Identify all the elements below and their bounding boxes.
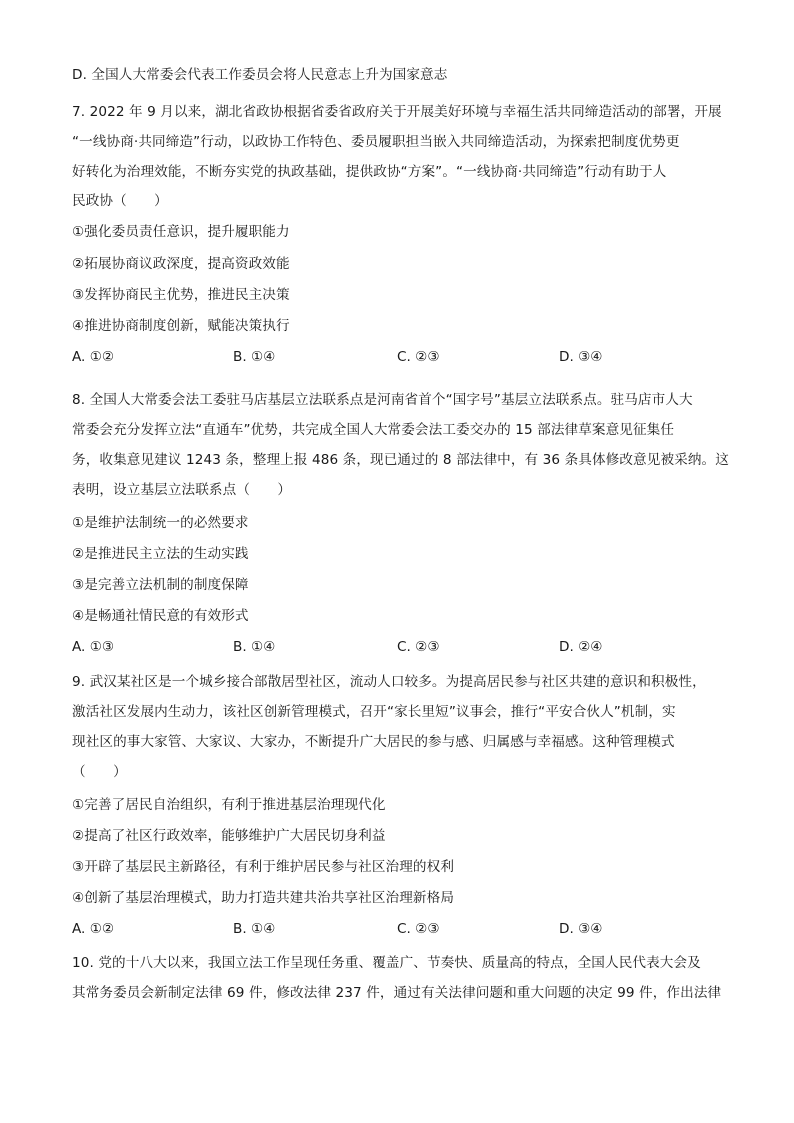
q9-statement-2: ②提高了社区行政效率，能够维护广大居民切身利益 — [72, 828, 386, 844]
q9-stem-line-3: 现社区的事大家管、大家议、大家办，不断提升广大居民的参与感、归属感与幸福感。这种管理模式 — [72, 734, 675, 750]
q9-statement-4: ④创新了基层治理模式，助力打造共建共治共享社区治理新格局 — [72, 890, 455, 906]
q8-statement-3: ③是完善立法机制的制度保障 — [72, 577, 249, 593]
q7-stem-line-3: 好转化为治理效能，不断夯实党的执政基础，提供政协“方案”。“一线协商·共同缔造”行动有助于人 — [72, 164, 667, 180]
q8-option-d: D. ②④ — [559, 639, 603, 655]
q9-statement-1: ①完善了居民自治组织，有利于推进基层治理现代化 — [72, 797, 386, 813]
q8-option-a: A. ①③ — [72, 639, 115, 655]
q8-option-c: C. ②③ — [397, 639, 440, 655]
q8-options — [72, 638, 732, 656]
q7-options — [72, 348, 732, 366]
q8-option-b: B. ①④ — [233, 639, 276, 655]
q9-option-a: A. ①② — [72, 921, 115, 937]
q8-statement-2: ②是推进民主立法的生动实践 — [72, 546, 249, 562]
q8-stem-line-3: 务，收集意见建议 1243 条，整理上报 486 条，现已通过的 8 部法律中，有 36 条具体修改意见被采纳。这 — [72, 452, 729, 468]
q7-option-d: D. ③④ — [559, 349, 603, 365]
q10-stem-line-2: 其常务委员会新制定法律 69 件，修改法律 237 件，通过有关法律问题和重大问题的决定 99 件，作出法律 — [72, 985, 722, 1001]
q8-stem-line-4: 表明，设立基层立法联系点（ ） — [72, 482, 292, 498]
q9-stem-line-4: （ ） — [72, 764, 127, 780]
q9-option-b: B. ①④ — [233, 921, 276, 937]
q7-stem-line-4: 民政协（ ） — [72, 193, 168, 209]
q9-stem-line-1: 9. 武汉某社区是一个城乡接合部散居型社区，流动人口较多。为提高居民参与社区共建的意识和积极性， — [72, 674, 706, 690]
q7-stem-line-1: 7. 2022 年 9 月以来，湖北省政协根据省委省政府关于开展美好环境与幸福生活共同缔造活动的部署，开展 — [72, 104, 722, 120]
q8-statement-1: ①是维护法制统一的必然要求 — [72, 515, 249, 531]
q7-statement-2: ②拓展协商议政深度，提高资政效能 — [72, 256, 290, 272]
q7-stem-line-2: “一线协商·共同缔造”行动，以政协工作特色、委员履职担当嵌入共同缔造活动，为探索把制度优势更 — [72, 134, 680, 150]
q7-option-a: A. ①② — [72, 349, 115, 365]
q7-statement-4: ④推进协商制度创新，赋能决策执行 — [72, 318, 290, 334]
q9-option-d: D. ③④ — [559, 921, 603, 937]
q9-option-c: C. ②③ — [397, 921, 440, 937]
q9-stem-line-2: 激活社区发展内生动力，该社区创新管理模式，召开“家长里短”议事会，推行“平安合伙人”机制，实 — [72, 704, 676, 720]
q7-statement-3: ③发挥协商民主优势，推进民主决策 — [72, 287, 290, 303]
q9-statement-3: ③开辟了基层民主新路径，有利于维护居民参与社区治理的权利 — [72, 859, 455, 875]
q8-stem-line-1: 8. 全国人大常委会法工委驻马店基层立法联系点是河南省首个“国字号”基层立法联系点。驻马店市人大 — [72, 392, 693, 408]
q6-option-d: D. 全国人大常委会代表工作委员会将人民意志上升为国家意志 — [72, 67, 448, 83]
q8-stem-line-2: 常委会充分发挥立法“直通车”优势，共完成全国人大常委会法工委交办的 15 部法律草案意见征集任 — [72, 422, 675, 438]
q8-statement-4: ④是畅通社情民意的有效形式 — [72, 608, 249, 624]
q7-option-c: C. ②③ — [397, 349, 440, 365]
q7-option-b: B. ①④ — [233, 349, 276, 365]
q10-stem-line-1: 10. 党的十八大以来，我国立法工作呈现任务重、覆盖广、节奏快、质量高的特点，全国人民代表大会及 — [72, 955, 701, 971]
q7-statement-1: ①强化委员责任意识，提升履职能力 — [72, 224, 290, 240]
q9-options — [72, 920, 732, 938]
